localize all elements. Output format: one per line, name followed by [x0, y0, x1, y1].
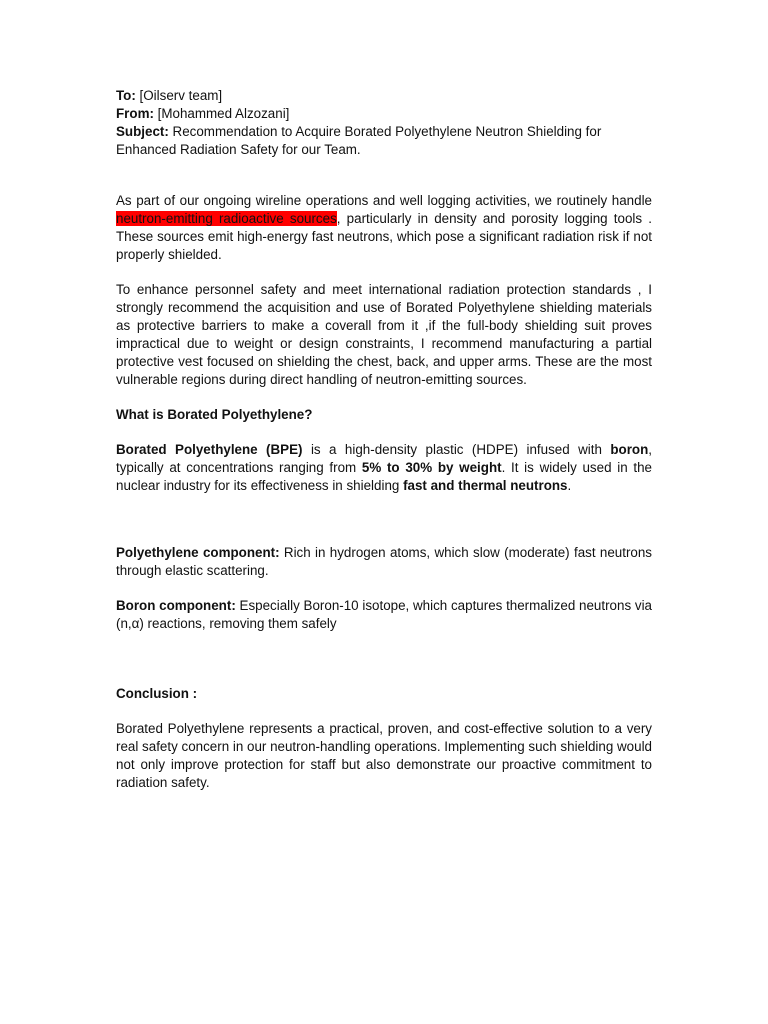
boron-component-text: Especially Boron-10 isotope, which captures thermalized neutrons via (n,α) reactions, removing them safely	[116, 598, 652, 631]
subject-line	[116, 123, 652, 159]
to-line	[116, 87, 652, 105]
boron-component-label: Boron component:	[116, 598, 236, 613]
from-value: [Mohammed Alzozani]	[153, 106, 290, 121]
bpe-text-2: , typically at concentrations ranging from	[116, 442, 653, 475]
conclusion-paragraph: Borated Polyethylene represents a practical, proven, and cost-effective solution to a very real safety concern in our neutron-handling operations. Implementing such shielding would not only improve protection for staff but also demonstrate our proactive commitment to radiation safety.	[116, 721, 652, 790]
concentration-range: 5% to 30% by weight	[361, 460, 502, 475]
bpe-text-4: .	[567, 478, 572, 493]
intro-text-before: As part of our ongoing wireline operations and well logging activities, we routinely handle	[116, 193, 652, 208]
intro-text-after: , particularly in density and porosity logging tools . These sources emit high-energy fast neutrons, which pose a significant radiation risk if not properly shielded.	[116, 211, 652, 262]
bpe-definition-paragraph	[116, 441, 652, 495]
polyethylene-component-text: Rich in hydrogen atoms, which slow (moderate) fast neutrons through elastic scattering.	[116, 545, 652, 578]
intro-paragraph	[116, 192, 652, 264]
bpe-text-1: is a high-density plastic (HDPE) infused with	[302, 442, 611, 457]
to-value: [Oilserv team]	[135, 88, 223, 103]
bpe-term: Borated Polyethylene (BPE)	[116, 442, 303, 457]
subject-value: Recommendation to Acquire Borated Polyethylene Neutron Shielding for Enhanced Radiation Safety for our Team.	[116, 124, 602, 157]
neutron-types: fast and thermal neutrons	[403, 478, 568, 493]
boron-component-paragraph	[116, 597, 652, 633]
memo-document	[116, 87, 652, 792]
conclusion-heading: Conclusion :	[116, 686, 198, 701]
from-line	[116, 105, 652, 123]
bpe-text-3: . It is widely used in the nuclear industry for its effectiveness in shielding	[116, 460, 652, 493]
recommendation-paragraph: To enhance personnel safety and meet international radiation protection standards , I strongly recommend the acquisition and use of Borated Polyethylene shielding materials as protective barriers to make a coverall from it ,if the full-body shielding suit proves impractical due to weight or design constraints, I recommend manufacturing a partial protective vest focused on shielding the chest, back, and upper arms. These are the most vulnerable regions during direct handling of neutron-emitting sources.	[116, 282, 652, 387]
polyethylene-component-label: Polyethylene component:	[116, 545, 280, 560]
from-label: From:	[116, 106, 154, 121]
boron-term: boron	[610, 442, 649, 457]
polyethylene-component-paragraph	[116, 544, 652, 580]
to-label: To:	[116, 88, 136, 103]
subject-label: Subject:	[116, 124, 169, 139]
what-is-heading: What is Borated Polyethylene?	[116, 407, 313, 422]
highlighted-phrase: neutron-emitting radioactive sources	[116, 211, 337, 226]
